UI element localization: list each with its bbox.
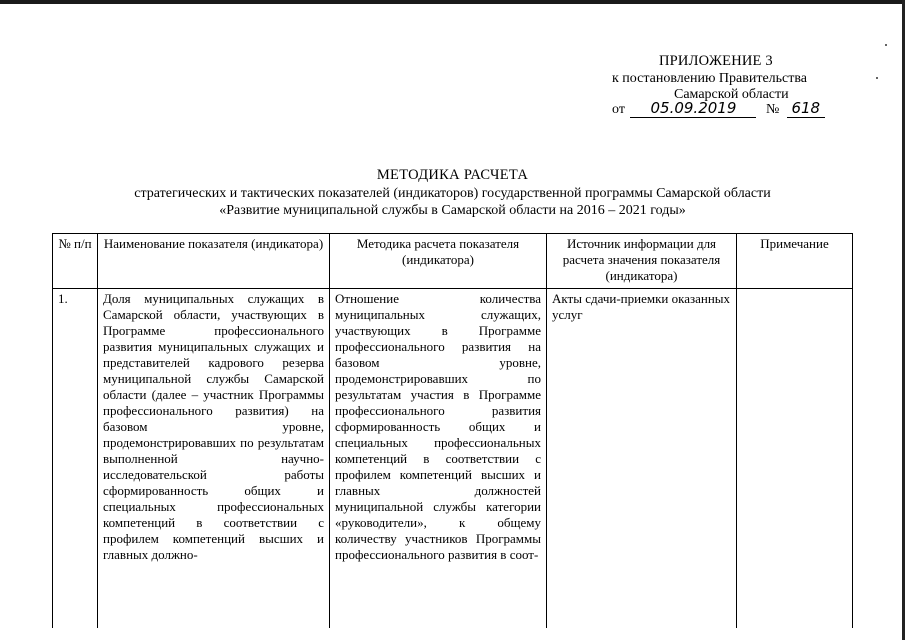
document-subtitle-line-2: «Развитие муниципальной службы в Самарской области на 2016 – 2021 годы» [219,203,686,218]
handwritten-number: 618 [787,100,825,118]
note-cell [737,289,853,629]
document-subtitle-line-1: стратегических и тактических показателей (индикаторов) государственной программы Самарской области [134,186,771,201]
appendix-title: ПРИЛОЖЕНИЕ 3 [659,53,773,69]
number-prefix: № [765,102,780,117]
table-row [53,289,853,629]
scan-speck [876,77,878,79]
column-header-note: Примечание [737,234,853,289]
scan-speck [885,44,887,46]
column-header-indicator-name: Наименование показателя (индикатора) [98,234,330,289]
table-header-row [53,234,853,289]
indicator-name-cell: Доля муниципальных служащих в Самарской области, участвующих в Программе профессионального развития муниципальных служащих и представителей кадрового резерва муниципальной службы Самарской области (далее – участник Программы профессионального развития) на базовом уровне, продемонстрировавших по результатам выполненной научно-исследовательской работы сформированность общих и специальных профессиональных компетенций в соответствии с профилем компетенций высших и главных должно- [98,289,330,629]
document-title: МЕТОДИКА РАСЧЕТА [376,167,529,183]
calculation-method-cell: Отношение количества муниципальных служащих, участвующих в Программе профессионального развития на базовом уровне, продемонстрировавших по результатам участия в Программе профессионального развития сформированность общих и специальных профессиональных компетенций в соответствии с профилем компетенций высших и главных должностей муниципальной службы категории «руководители», к общему количеству участников Программы профессионального развития в соот- [330,289,547,629]
column-header-number: № п/п [53,234,98,289]
methodology-table [52,233,853,628]
column-header-calculation-method: Методика расчета показателя (индикатора) [330,234,547,289]
information-source-cell: Акты сдачи-приемки оказанных услуг [547,289,737,629]
appendix-line-2: к постановлению Правительства [612,71,808,86]
appendix-date-number-line [612,100,825,122]
scan-top-border [0,0,905,4]
date-prefix: от [612,102,625,117]
handwritten-date: 05.09.2019 [630,100,756,118]
column-header-information-source: Источник информации для расчета значения показателя (индикатора) [547,234,737,289]
appendix-line-3: Самарской области [674,87,789,102]
row-number-cell: 1. [53,289,98,629]
